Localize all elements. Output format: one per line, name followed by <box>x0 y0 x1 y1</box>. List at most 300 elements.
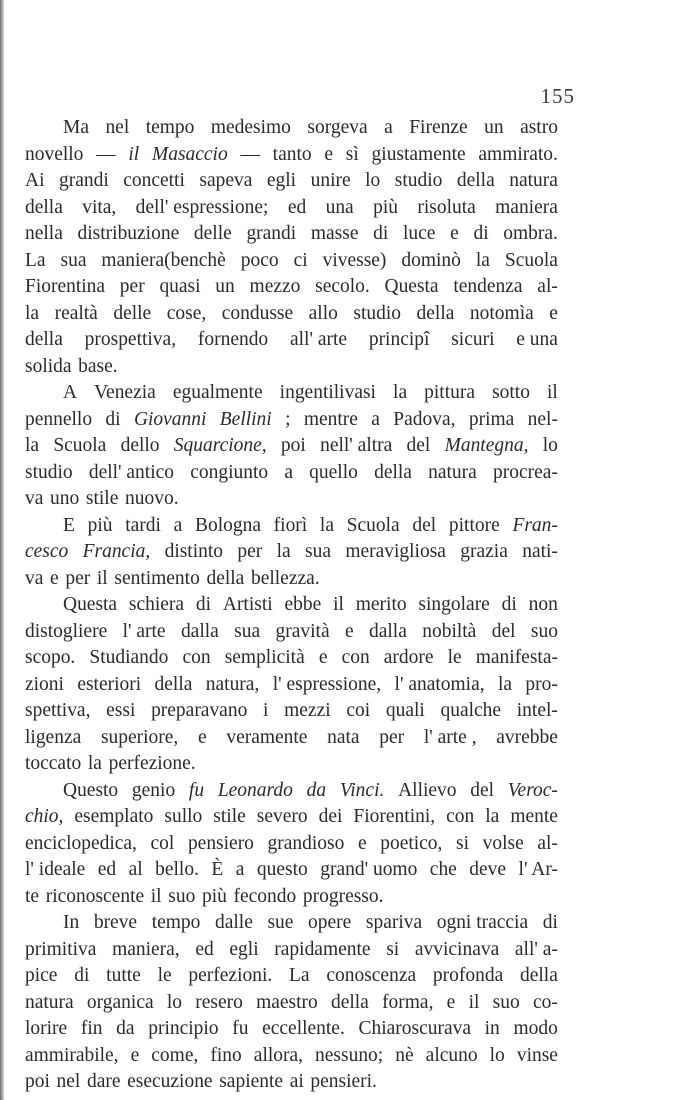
word: e <box>344 619 354 642</box>
word: natura, <box>205 672 260 695</box>
word: della <box>25 195 63 218</box>
word: e <box>130 1043 140 1066</box>
paragraph <box>25 777 558 910</box>
word: la <box>475 248 490 271</box>
word: dalle <box>214 911 253 933</box>
text-line <box>25 697 558 724</box>
word: poi <box>280 434 306 456</box>
word: mezzi <box>284 699 331 721</box>
word: avrebbe <box>496 725 558 748</box>
text-line <box>25 909 558 936</box>
word: natura <box>25 990 74 1013</box>
word: dominò <box>401 248 461 271</box>
text-line <box>25 326 558 353</box>
word: per <box>119 275 145 297</box>
word: sua <box>60 248 87 271</box>
word: un <box>215 275 235 297</box>
word: con <box>446 805 475 827</box>
word: avvicinava <box>414 937 500 960</box>
word: la <box>485 805 500 827</box>
word: fin <box>80 1017 103 1039</box>
word: un <box>484 116 504 138</box>
word: giustamente <box>371 142 466 165</box>
word: della <box>374 460 412 483</box>
word: e <box>318 646 328 668</box>
word: maestro <box>256 990 318 1013</box>
word: non <box>528 593 558 615</box>
word: bello. <box>155 858 199 880</box>
word: esteriori <box>77 672 142 695</box>
word: alcuno <box>425 1043 478 1066</box>
word: e <box>446 990 456 1013</box>
word: del <box>412 513 437 536</box>
word: suo <box>530 619 558 642</box>
text-line <box>25 141 558 168</box>
italic-word: Veroc- <box>507 778 558 801</box>
word: sapiente <box>219 1070 284 1092</box>
word: questo <box>256 858 308 880</box>
word: Scuola <box>53 434 107 456</box>
italic-word: il <box>128 142 140 165</box>
word: ombra. <box>503 222 558 244</box>
word: nata <box>327 725 360 748</box>
italic-word: da <box>306 778 327 801</box>
word: con <box>341 646 370 668</box>
word: più <box>87 513 113 536</box>
word: mente <box>510 805 558 827</box>
word: allo <box>308 301 338 324</box>
text-line <box>25 114 558 141</box>
binding-edge <box>0 0 4 1100</box>
word: È <box>211 858 224 880</box>
word: sorgeva <box>307 116 368 138</box>
word: di <box>74 964 90 986</box>
word: lorire <box>25 1017 68 1039</box>
word: Questo <box>63 778 119 801</box>
word: E <box>63 513 75 536</box>
word: l' arte , <box>423 725 477 748</box>
word: nell' altra <box>320 434 393 456</box>
word: di <box>542 911 558 933</box>
word: Scuola <box>346 513 400 536</box>
word: di <box>195 593 212 615</box>
word: della <box>520 964 558 986</box>
text-line <box>25 777 558 804</box>
word: sua <box>305 540 331 562</box>
word: coi <box>346 699 371 721</box>
word: ai <box>289 1070 304 1092</box>
word: co- <box>532 990 558 1013</box>
word: A <box>63 381 78 403</box>
word: forma, <box>382 990 434 1013</box>
word: lo <box>489 1043 505 1066</box>
word: rapidamente <box>274 937 371 960</box>
word: zioni <box>25 672 64 695</box>
word: della <box>154 672 193 695</box>
word: distinto <box>164 540 224 562</box>
word: pittore <box>448 513 500 536</box>
paragraph <box>25 379 558 512</box>
word: qualche <box>440 699 502 721</box>
word: bellezza. <box>250 566 320 589</box>
text-line <box>25 1042 558 1069</box>
italic-word: Squarcione, <box>173 434 267 456</box>
word: nel <box>56 1070 81 1092</box>
word: deve <box>469 858 507 880</box>
word: tempo <box>145 116 195 138</box>
word: uno <box>50 487 80 509</box>
word: dell' antico <box>88 460 175 483</box>
paragraph <box>25 114 558 379</box>
word: a <box>235 858 245 880</box>
text-line <box>25 750 558 777</box>
word: sotto <box>492 381 530 403</box>
word: fornendo <box>197 328 269 350</box>
word: Bologna <box>194 513 261 536</box>
word: e <box>357 831 367 854</box>
word: l' espressione, <box>272 672 382 695</box>
word: tardi <box>125 513 161 536</box>
word: procrea- <box>493 460 558 483</box>
text-line <box>25 220 558 247</box>
word: concetti <box>123 169 185 191</box>
word: nel- <box>527 407 558 430</box>
word: maniera <box>495 195 558 218</box>
word: Padova, <box>393 407 456 430</box>
word: una <box>325 195 354 218</box>
word: l' ideale <box>25 858 86 880</box>
word: Questa <box>384 275 439 297</box>
word: come, <box>151 1043 199 1066</box>
word: lo <box>166 990 183 1013</box>
word: del <box>406 434 431 456</box>
word: al <box>128 858 143 880</box>
word: risoluta <box>417 195 476 218</box>
word: veramente <box>226 725 308 748</box>
paragraph <box>25 512 558 592</box>
word: tanto <box>272 142 312 165</box>
word: pensieri. <box>310 1070 377 1092</box>
word: maniera, <box>112 937 180 960</box>
word: Chiaroscurava <box>358 1017 471 1039</box>
word: e <box>324 142 334 165</box>
word: mezzo <box>249 275 301 297</box>
word: fecondo <box>233 884 297 907</box>
word: egli <box>229 937 259 960</box>
word: studio <box>394 169 443 191</box>
word: la <box>276 540 291 562</box>
word: principio <box>148 1017 219 1039</box>
word: fino <box>210 1043 242 1066</box>
word: nati- <box>522 540 558 562</box>
italic-word: Leonardo <box>217 778 293 801</box>
word: studio <box>353 301 402 324</box>
word: schiera <box>128 593 185 615</box>
word: sì <box>345 142 359 165</box>
text-line <box>25 644 558 671</box>
word: organica <box>86 990 154 1013</box>
word: Ai <box>25 169 45 191</box>
word: della <box>25 328 63 350</box>
word: ogni traccia <box>436 911 529 933</box>
word: la <box>319 513 334 536</box>
word: progresso. <box>302 884 384 907</box>
word: le <box>157 964 172 986</box>
word: si <box>456 831 470 854</box>
word: ed <box>97 858 117 880</box>
word: i <box>263 699 269 721</box>
word: il <box>150 884 162 907</box>
word: suo <box>492 990 520 1013</box>
word: la <box>393 381 408 403</box>
text-line <box>25 273 558 300</box>
word: condusse <box>221 301 294 324</box>
word: dare <box>86 1070 121 1092</box>
word: novello <box>25 142 84 165</box>
word: secolo. <box>315 275 370 297</box>
word: allora, <box>253 1043 304 1066</box>
word: e <box>50 566 59 589</box>
word: pro- <box>525 672 558 695</box>
word: pennello <box>25 407 93 430</box>
word: Studiando <box>89 646 169 668</box>
word: grand' uomo <box>320 858 418 880</box>
word: ed <box>287 195 307 218</box>
word: merito <box>355 593 407 615</box>
word: sentimento <box>114 566 200 589</box>
word: pittura <box>424 381 476 403</box>
word: Ma <box>63 116 89 138</box>
word: ingentilivasi <box>279 381 376 403</box>
word: Artisti <box>222 593 273 615</box>
word: ebbe <box>284 593 322 615</box>
word: grandi <box>58 169 109 191</box>
word: vinse <box>516 1043 558 1066</box>
word: eccellente. <box>262 1017 345 1039</box>
word: prospettiva, <box>84 328 177 350</box>
word: dei <box>318 805 343 827</box>
italic-word: Mantegna, <box>444 434 529 456</box>
word: nobiltà <box>422 619 477 642</box>
italic-word: Bellini <box>219 407 272 430</box>
word: più <box>373 195 398 218</box>
word: realtà <box>54 301 98 324</box>
page-number: 155 <box>540 84 575 108</box>
word: cose, <box>166 301 207 324</box>
word: vivesse) <box>322 248 387 271</box>
word: — <box>240 142 260 165</box>
word: sullo <box>164 805 203 827</box>
word: nuovo. <box>125 487 179 509</box>
word: congiunto <box>190 460 269 483</box>
word: delle <box>193 222 232 244</box>
word: tempo <box>151 911 201 933</box>
word: astro <box>520 116 558 138</box>
word: unire <box>310 169 351 191</box>
word: notomìa <box>469 301 534 324</box>
text-line <box>25 167 558 194</box>
word: primitiva <box>25 937 97 960</box>
word: il <box>547 381 558 403</box>
text-line <box>25 830 558 857</box>
word: toccato <box>25 752 82 774</box>
word: e <box>450 222 459 244</box>
word: tendenza <box>453 275 523 297</box>
word: l' Ar- <box>518 858 558 880</box>
word: stile <box>213 805 246 827</box>
word: sapeva <box>199 169 253 191</box>
italic-word: Francia, <box>82 540 151 562</box>
word: dell' espressione; <box>135 195 269 218</box>
word: spariva <box>365 911 423 933</box>
word: intel- <box>516 699 558 721</box>
word: nel <box>105 116 130 138</box>
word: con <box>182 646 211 668</box>
word: ed <box>195 937 214 960</box>
word: opere <box>308 911 352 933</box>
word: fu <box>232 1017 249 1039</box>
paragraph <box>25 591 558 777</box>
word: gravità <box>275 619 330 642</box>
word: le <box>447 646 462 668</box>
italic-word: Vinci. <box>339 778 385 801</box>
body-text <box>25 114 558 1095</box>
text-line <box>25 936 558 963</box>
word: quasi <box>159 275 201 297</box>
word: lo <box>365 169 381 191</box>
text-line <box>25 538 558 565</box>
word: del <box>470 778 495 801</box>
word: prima <box>468 407 515 430</box>
word: distogliere <box>25 619 108 642</box>
italic-word: Giovanni <box>133 407 207 430</box>
word: profonda <box>432 964 504 986</box>
word: va <box>25 487 44 509</box>
word: la <box>25 301 40 324</box>
word: all' a- <box>514 937 558 960</box>
word: — <box>96 142 116 165</box>
word: di <box>105 407 121 430</box>
word: la <box>25 434 40 456</box>
text-line <box>25 485 558 512</box>
word: ci <box>293 248 308 271</box>
word: a <box>371 407 380 430</box>
word: l' anatomia, <box>394 672 485 695</box>
word: base. <box>78 354 118 377</box>
word: volse <box>482 831 524 854</box>
word: poi <box>25 1070 50 1092</box>
word: e <box>549 301 558 324</box>
word: Venezia <box>94 381 156 403</box>
word: l' arte <box>122 619 166 642</box>
word: Fiorentini, <box>353 805 436 827</box>
text-line <box>25 459 558 486</box>
italic-word: chio, <box>25 805 64 827</box>
text-line <box>25 565 558 592</box>
text-line <box>25 432 558 459</box>
word: sua <box>234 619 261 642</box>
word: del <box>491 619 516 642</box>
word: poetico, <box>380 831 443 854</box>
word: della <box>416 301 455 324</box>
word: che <box>429 858 457 880</box>
word: Fiorentina <box>25 275 106 297</box>
word: il <box>333 593 344 615</box>
word: dalla <box>180 619 219 642</box>
word: ammirabile, <box>25 1043 119 1066</box>
text-line <box>25 989 558 1016</box>
text-line <box>25 379 558 406</box>
text-line <box>25 353 558 380</box>
word: e <box>197 725 207 748</box>
word: La <box>289 964 310 986</box>
word: fiorì <box>273 513 308 536</box>
word: a <box>284 460 293 483</box>
word: di <box>473 222 489 244</box>
word: a <box>173 513 183 536</box>
word: la <box>497 672 513 695</box>
word: per <box>379 725 405 748</box>
word: sue <box>267 911 294 933</box>
word: pensiero <box>187 831 254 854</box>
word: da <box>116 1017 135 1039</box>
word: modo <box>513 1017 558 1039</box>
italic-word: cesco <box>25 540 69 562</box>
word: sicuri <box>451 328 495 350</box>
word: resero <box>195 990 243 1013</box>
word: meravigliosa <box>345 540 446 562</box>
italic-word: Fran- <box>512 513 558 536</box>
word: nè <box>395 1043 414 1066</box>
word: perfezioni. <box>188 964 273 986</box>
word: delle <box>113 301 152 324</box>
word: di <box>501 593 517 615</box>
word: enciclopedica, <box>25 831 137 854</box>
word: medesimo <box>210 116 291 138</box>
word: Scuola <box>504 248 558 271</box>
word: in <box>484 1017 500 1039</box>
text-line <box>25 803 558 830</box>
word: natura <box>428 460 477 483</box>
word: della <box>456 169 495 191</box>
word: quello <box>309 460 358 483</box>
word: la <box>87 752 102 774</box>
word: ammirato. <box>478 142 558 165</box>
word: luce <box>402 222 436 244</box>
word: della <box>206 566 245 589</box>
word: preparavano <box>151 699 248 721</box>
word: pice <box>25 964 58 986</box>
word: grandioso <box>267 831 345 854</box>
word: manifesta- <box>475 646 558 668</box>
word: suo <box>168 884 196 907</box>
word: genio <box>131 778 176 801</box>
text-line <box>25 194 558 221</box>
word: e una <box>516 328 558 350</box>
text-line <box>25 618 558 645</box>
word: a <box>384 116 393 138</box>
word: perfezione. <box>108 752 196 774</box>
word: superiore, <box>100 725 179 748</box>
word: al- <box>537 831 558 854</box>
word: La <box>25 248 46 271</box>
word: va <box>25 566 44 589</box>
text-line <box>25 1015 558 1042</box>
word: esemplato <box>74 805 154 827</box>
word: quali <box>385 699 425 721</box>
word: esecuzione <box>127 1070 213 1092</box>
word: per <box>237 540 263 562</box>
